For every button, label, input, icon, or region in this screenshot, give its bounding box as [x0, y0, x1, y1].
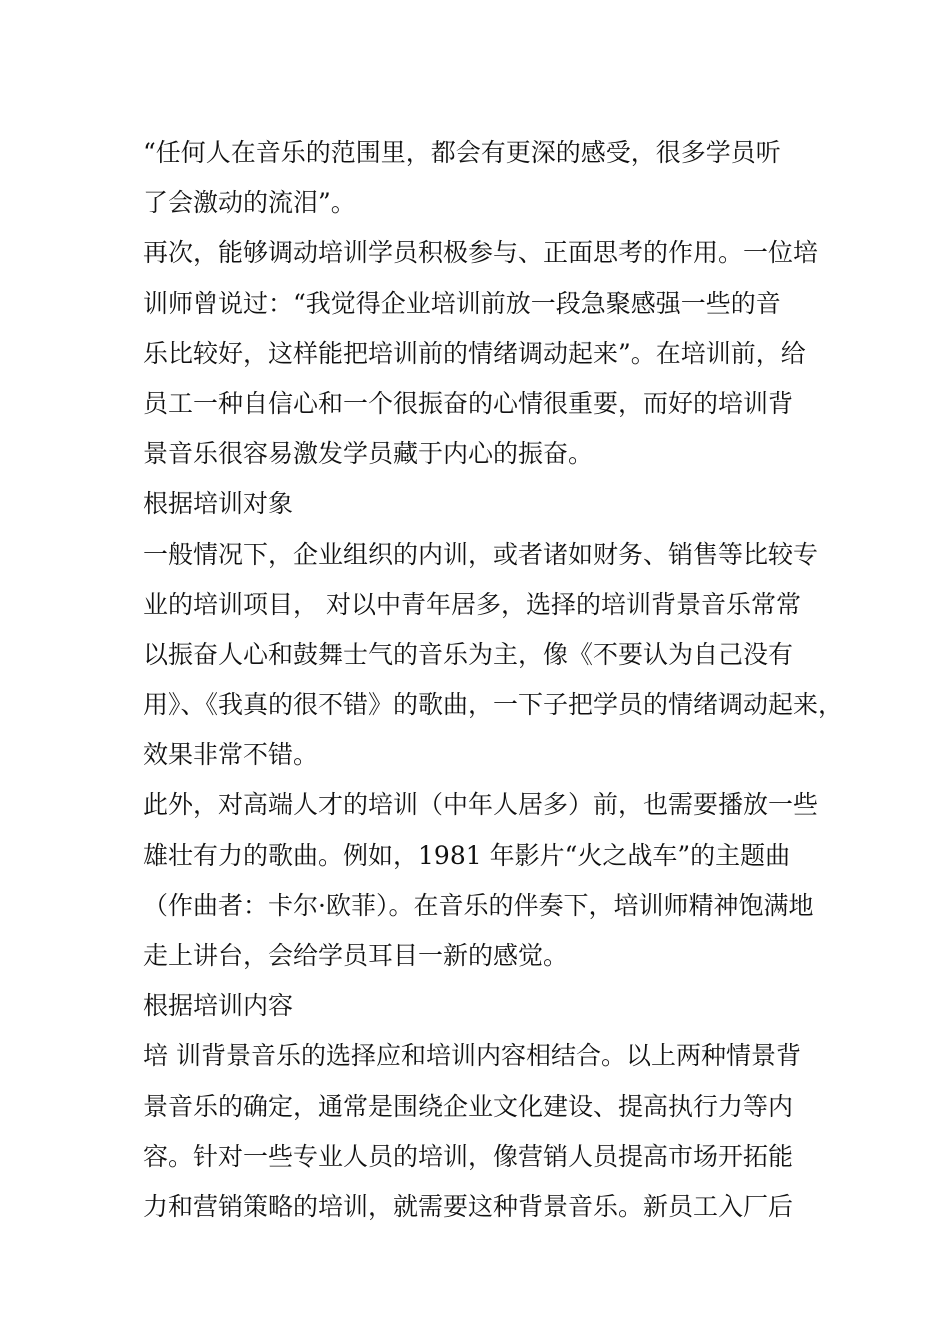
- text-line: 员工一种自信心和一个很振奋的心情很重要，而好的培训背: [143, 388, 794, 418]
- text-line: 培 训背景音乐的选择应和培训内容相结合。以上两种情景背: [143, 1041, 801, 1071]
- section-heading: 根据培训对象: [143, 489, 294, 519]
- text-line: 效果非常不错。: [143, 740, 319, 770]
- document-body: [143, 128, 844, 1232]
- text-line: 一般情况下，企业组织的内训，或者诸如财务、销售等比较专: [143, 539, 819, 569]
- text-line: 用》、《我真的很不错》的歌曲，一下子把学员的情绪调动起来，: [143, 690, 844, 720]
- text-line: 走上讲台，会给学员耳目一新的感觉。: [143, 941, 569, 970]
- text-line: 业的培训项目， 对以中青年居多，选择的培训背景音乐常常: [143, 589, 801, 619]
- text-line: 容。针对一些专业人员的培训，像营销人员提高市场开拓能: [143, 1141, 794, 1171]
- text-line: 乐比较好，这样能把培训前的情绪调动起来”。在培训前，给: [143, 338, 806, 368]
- text-line: （作曲者：卡尔·欧菲）。在音乐的伴奏下，培训师精神饱满地: [143, 890, 814, 920]
- text-line: 以振奋人心和鼓舞士气的音乐为主，像《不要认为自己没有: [143, 639, 794, 669]
- text-line: “任何人在音乐的范围里，都会有更深的感受，很多学员听: [143, 138, 781, 167]
- section-heading: 根据培训内容: [143, 991, 294, 1021]
- text-line: 景音乐的确定，通常是围绕企业文化建设、提高执行力等内: [143, 1091, 794, 1121]
- text-line: 了会激动的流泪”。: [143, 188, 356, 218]
- text-line: 景音乐很容易激发学员藏于内心的振奋。: [143, 439, 594, 469]
- text-line: 再次，能够调动培训学员积极参与、正面思考的作用。一位培: [143, 238, 819, 268]
- text-line: 训师曾说过：“我觉得企业培训前放一段急聚感强一些的音: [143, 288, 781, 318]
- text-line: 力和营销策略的培训，就需要这种背景音乐。新员工入厂后: [143, 1191, 794, 1221]
- text-line: 雄壮有力的歌曲。例如，1981 年影片“火之战车”的主题曲: [143, 840, 791, 870]
- text-line: 此外，对高端人才的培训（中年人居多）前，也需要播放一些: [143, 790, 819, 820]
